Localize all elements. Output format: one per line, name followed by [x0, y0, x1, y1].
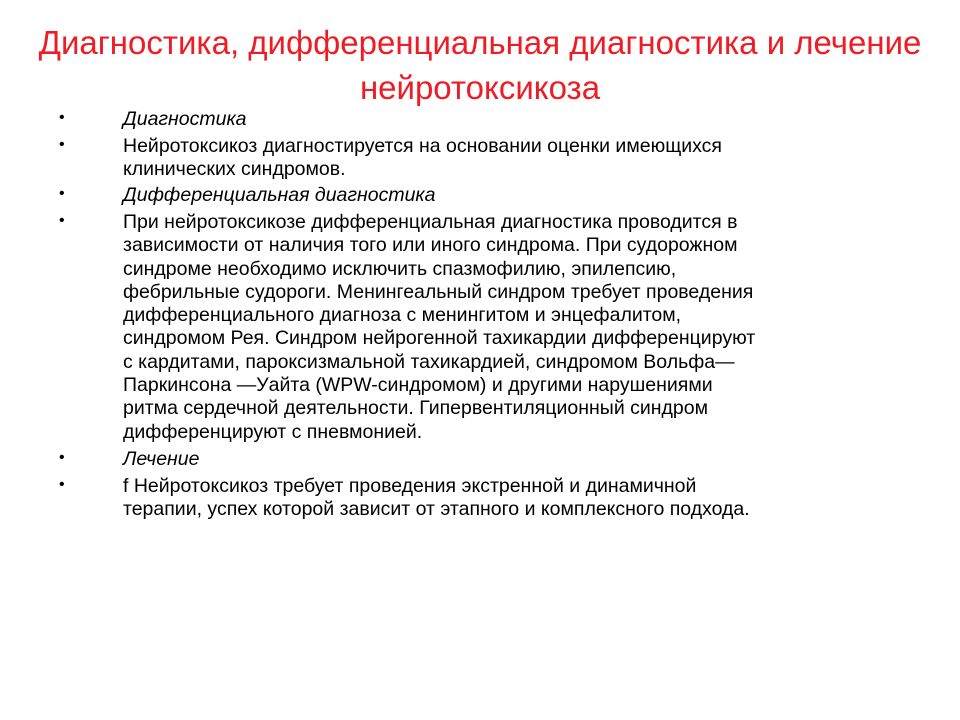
bullet-icon: • [59, 109, 65, 126]
bullet-icon: • [59, 212, 65, 229]
bullet-text: Лечение [123, 448, 200, 470]
bullet-text: Диагностика [123, 108, 247, 130]
bullet-icon: • [59, 449, 65, 466]
bullet-icon: • [59, 136, 65, 153]
bullet-text: При нейротоксикозе дифференциальная диагностика проводится в зависимости от наличия того или иного синдрома. При судорожном синдроме необходимо исключить спазмофилию, эпилепсию, фебрильные судороги. Менингеальный синдром требует проведения дифференциального диагноза с менингитом и энцефалитом, синдромом Рея. Синдром нейрогенной тахикардии дифференцируют с кардитами, пароксизмальной тахикардией, синдромом Вольфа— Паркинсона —Уайта (WPW-синдромом) и другими нарушениями ритма сердечной деятельности. Гипервентиляционный синдром дифференцируют с пневмонией. [123, 211, 756, 443]
bullet-text: Дифференциальная диагностика [123, 184, 436, 206]
bullet-text: f Нейротоксикоз требует проведения экстренной и динамичной терапии, успех которой зависит от этапного и комплексного подхода. [123, 475, 750, 521]
slide-title: Диагностика, дифференциальная диагностика и лечение нейротоксикоза [38, 24, 922, 106]
bullet-icon: • [59, 185, 65, 202]
bullet-text: Нейротоксикоз диагностируется на основании оценки имеющихся клинических синдромов. [123, 135, 722, 181]
bullet-icon: • [59, 476, 65, 493]
